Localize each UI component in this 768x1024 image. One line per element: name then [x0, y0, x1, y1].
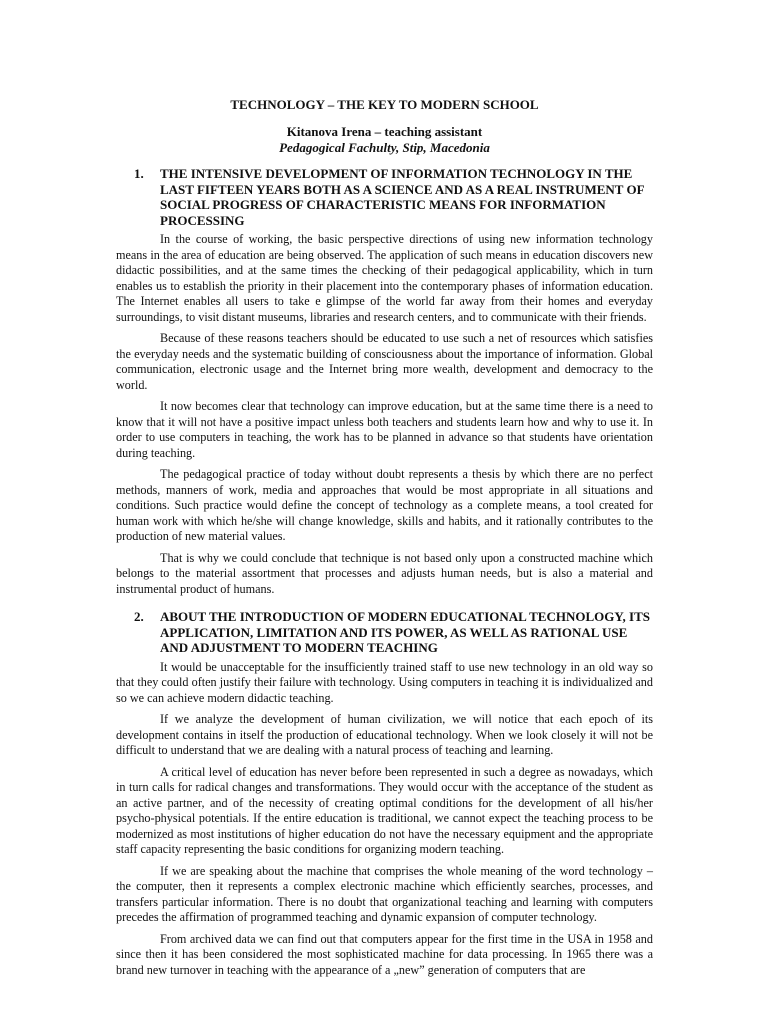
section-2-paragraph-3: A critical level of education has never before been represented in such a degree as nowadays, which in turn calls for radical changes and transformations. They would occur with the acceptance of the student as an active partner, and of the necessity of creating optimal conditions for the development of all his/her psycho-physical potentials. If the entire education is traditional, we cannot expect the teaching process to be modernized as most institutions of higher education do not have the necessary equipment and the appropriate staff capacity representing the basic conditions for organizing modern teaching. [116, 764, 653, 856]
paper-title: TECHNOLOGY – THE KEY TO MODERN SCHOOL [230, 97, 539, 112]
affiliation-line: Pedagogical Fachulty, Stip, Macedonia [279, 140, 490, 155]
section-2-number: 2. [134, 609, 144, 624]
section-2-paragraph-2: If we analyze the development of human civilization, we will notice that each epoch of its development contains in itself the production of educational technology. When we look closely it will not be difficult to understand that we are dealing with a natural process of teaching and learning. [116, 712, 653, 757]
section-1-paragraph-3: It now becomes clear that technology can improve education, but at the same time there is a need to know that it will not have a positive impact unless both teachers and students learn how and why to use it. In order to use computers in teaching, the work has to be planned in advance so that students have orientation during teaching. [116, 399, 653, 460]
section-1-paragraph-5: That is why we could conclude that technique is not based only upon a constructed machine which belongs to the material assortment that processes and adjusts human needs, but is also a material and instrumental product of humans. [116, 550, 653, 596]
section-1-heading [116, 166, 653, 228]
section-1-paragraph-2: Because of these reasons teachers should be educated to use such a net of resources which satisfies the everyday needs and the systematic building of consciousness about the importance of information. Global communication, electronic usage and the Internet bring more wealth, development and democracy to the world. [116, 331, 653, 392]
section-2-paragraph-4: If we are speaking about the machine that comprises the whole meaning of the word technology – the computer, then it represents a complex electronic machine which efficiently searches, processes, and transfers particular information. There is no doubt that organizational teaching and learning with computers precedes the affirmation of programmed teaching and dynamic expansion of computer technology. [116, 863, 653, 924]
page-content [116, 97, 653, 984]
section-2-paragraph-1: It would be unacceptable for the insufficiently trained staff to use new technology in an old way so that they could often justify their failure with technology. Using computers in teaching it is individualized and so we can achieve modern didactic teaching. [116, 659, 653, 705]
section-2-heading [116, 609, 653, 656]
section-2-paragraph-5: From archived data we can find out that computers appear for the first time in the USA in 1958 and since then it has been considered the most sophisticated machine for data processing. In 1965 there was a brand new turnover in teaching with the appearance of a „new” generation of computers that are [116, 931, 653, 977]
section-1-title: THE INTENSIVE DEVELOPMENT OF INFORMATION TECHNOLOGY IN THE LAST FIFTEEN YEARS BOTH AS A SCIENCE AND AS A REAL INSTRUMENT OF SOCIAL PROGRESS OF CHARACTERISTIC MEANS FOR INFORMATION PROCESSING [160, 166, 645, 228]
section-1-paragraph-1: In the course of working, the basic perspective directions of using new information technology means in the area of education are being observed. The application of such means in education discovers new didactic possibilities, and at the same times the checking of their pedagogical applicability, which in turn enables us to establish the priority in their placement into the contemporary phases of information education. The Internet enables all users to take e glimpse of the world far away from their homes and everyday surroundings, to visit distant museums, libraries and research centers, and to communicate with their friends. [116, 232, 653, 324]
author-line: Kitanova Irena – teaching assistant [286, 124, 483, 139]
section-1-paragraph-4: The pedagogical practice of today without doubt represents a thesis by which there are no perfect methods, manners of work, media and approaches that would be most appropriate in all situations and conditions. Such practice would define the concept of technology as a complete means, a tool created for human work with which he/she will change knowledge, skills and habits, and it rationally contributes to the production of new material values. [116, 467, 653, 543]
section-2-title: ABOUT THE INTRODUCTION OF MODERN EDUCATIONAL TECHNOLOGY, ITS APPLICATION, LIMITATION AND ITS POWER, AS WELL AS RATIONAL USE AND ADJUSTMENT TO MODERN TEACHING [160, 609, 651, 655]
section-1-number: 1. [134, 166, 144, 181]
